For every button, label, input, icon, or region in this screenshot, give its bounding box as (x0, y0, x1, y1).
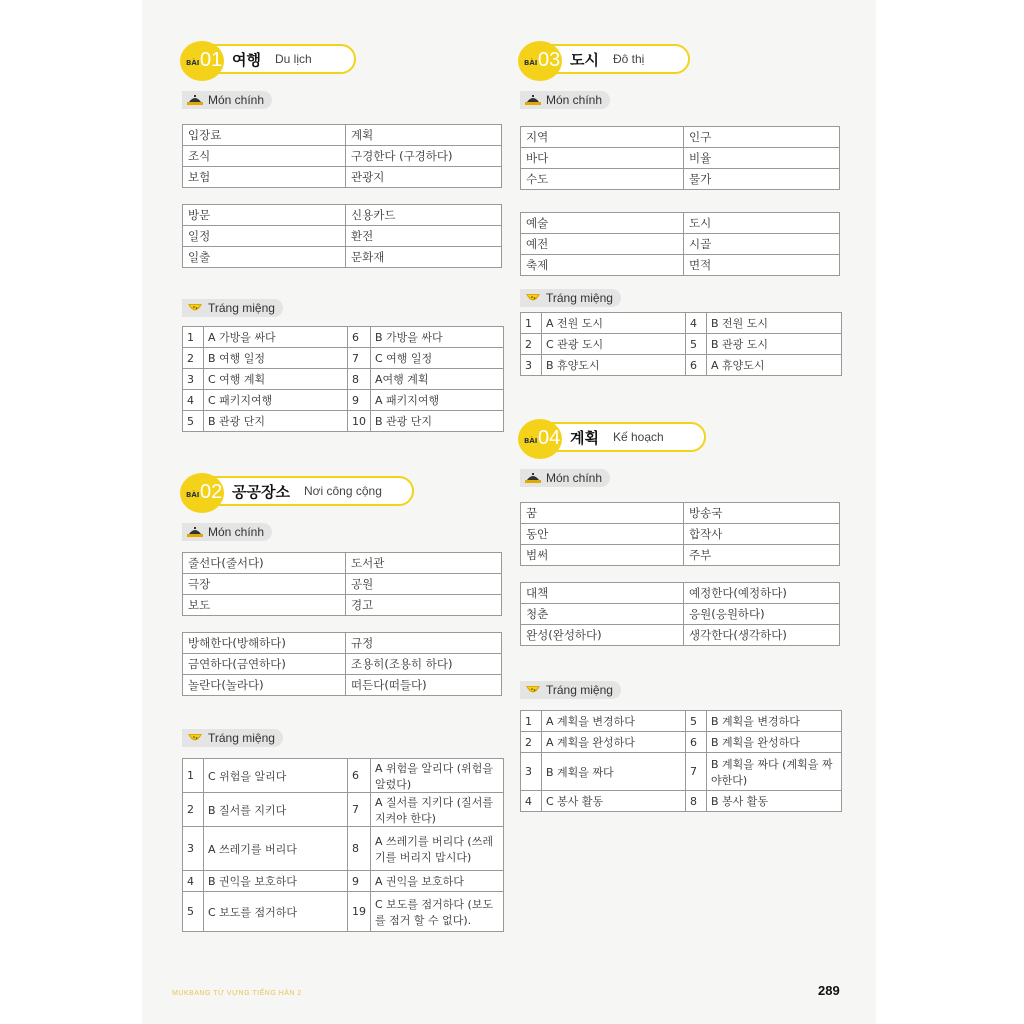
dessert-section-label (182, 298, 512, 318)
table-row: 지역 인구 (521, 127, 840, 148)
section-label-text: Món chính (546, 471, 603, 485)
vocab-table-1 (520, 126, 840, 190)
lesson-number: 04 (538, 427, 561, 449)
table-row: 1 A 가방을 싸다 6 B 가방을 싸다 (183, 327, 504, 348)
vocab-table-1 (182, 124, 502, 188)
table-row: 5 B 관광 단지 10 B 관광 단지 (183, 411, 504, 432)
dessert-section-label (520, 680, 850, 700)
lesson-01 (182, 44, 512, 432)
lesson-04-pill (520, 422, 706, 452)
lesson-04 (520, 422, 850, 812)
main-dish-section-label (520, 90, 850, 110)
section-label-text: Tráng miệng (208, 731, 275, 745)
lesson-02-pill (182, 476, 414, 506)
table-row: 3 B 휴양도시 6 A 휴양도시 (521, 355, 842, 376)
table-row: 2 A 계획을 완성하다 6 B 계획을 완성하다 (521, 732, 842, 753)
lesson-02-header (182, 476, 512, 512)
lesson-title-vietnamese: Nơi công cộng (303, 484, 382, 498)
vocab-table-2 (182, 204, 502, 268)
lesson-04-header (520, 422, 850, 458)
table-row: 2 B 질서를 지키다 7 A 질서를 지키다 (질서를 지켜야 한다) (183, 793, 504, 827)
table-row: 보험 관광지 (183, 167, 502, 188)
serving-dish-icon (524, 93, 542, 107)
table-row: 청춘 응원(응원하다) (521, 604, 840, 625)
lesson-bai-label: BÀI (186, 491, 200, 499)
lesson-title-korean: 도시 (570, 50, 599, 69)
answer-table (520, 312, 842, 376)
section-label-text: Tráng miệng (208, 301, 275, 315)
section-label-text: Tráng miệng (546, 291, 613, 305)
lesson-title-vietnamese: Du lịch (274, 52, 312, 66)
watermelon-slice-icon (186, 731, 204, 745)
main-dish-section-label (182, 522, 512, 542)
vocab-table-1 (520, 502, 840, 566)
table-row: 놀란다(놀라다) 떠든다(떠들다) (183, 675, 502, 696)
vocab-table-1 (182, 552, 502, 616)
table-row: 극장 공원 (183, 574, 502, 595)
watermelon-slice-icon (186, 301, 204, 315)
vocab-table-2 (182, 632, 502, 696)
table-row: 완성(완성하다) 생각한다(생각하다) (521, 625, 840, 646)
page-number: 289 (818, 983, 840, 998)
section-label-text: Tráng miệng (546, 683, 613, 697)
lesson-03 (520, 44, 850, 376)
table-row: 꿈 방송국 (521, 503, 840, 524)
answer-table (182, 326, 504, 432)
table-row: 일출 문화재 (183, 247, 502, 268)
table-row: 3 B 계획을 짜다 7 B 계획을 짜다 (계획을 짜야한다) (521, 753, 842, 791)
table-row: 금연하다(금연하다) 조용히(조용히 하다) (183, 654, 502, 675)
table-row: 2 C 관광 도시 5 B 관광 도시 (521, 334, 842, 355)
section-label-text: Món chính (208, 525, 265, 539)
lesson-01-pill (182, 44, 356, 74)
right-column (520, 44, 850, 812)
table-row: 예전 시골 (521, 234, 840, 255)
table-row: 3 C 여행 계획 8 A여행 계획 (183, 369, 504, 390)
dessert-section-label (182, 728, 512, 748)
table-row: 축제 면적 (521, 255, 840, 276)
lesson-title-vietnamese: Kế hoạch (612, 430, 664, 444)
main-dish-section-label (182, 90, 512, 110)
answer-table (520, 710, 842, 812)
table-row: 방해한다(방해하다) 규정 (183, 633, 502, 654)
lesson-title-korean: 공공장소 (232, 482, 290, 501)
table-row: 예술 도시 (521, 213, 840, 234)
table-row: 1 A 전원 도시 4 B 전원 도시 (521, 313, 842, 334)
table-row: 입장료 계획 (183, 125, 502, 146)
table-row: 5 C 보도를 점거하다 19 C 보도를 점거하다 (보도를 점거 할 수 없다). (183, 892, 504, 932)
table-row: 범써 주부 (521, 545, 840, 566)
table-row: 2 B 여행 일정 7 C 여행 일정 (183, 348, 504, 369)
lesson-title-korean: 계획 (570, 428, 599, 447)
table-row: 줄선다(줄서다) 도서관 (183, 553, 502, 574)
lesson-title-vietnamese: Đô thị (612, 52, 645, 66)
book-title-footer: MUKBANG TỪ VỰNG TIẾNG HÀN 2 (172, 990, 302, 997)
vocab-table-2 (520, 582, 840, 646)
table-row: 4 C 패키지여행 9 A 패키지여행 (183, 390, 504, 411)
table-row: 1 C 위험을 알리다 6 A 위험을 알리다 (위험을 알렸다) (183, 759, 504, 793)
serving-dish-icon (186, 93, 204, 107)
table-row: 4 B 권익을 보호하다 9 A 권익을 보호하다 (183, 871, 504, 892)
watermelon-slice-icon (524, 291, 542, 305)
table-row: 방문 신용카드 (183, 205, 502, 226)
main-dish-section-label (520, 468, 850, 488)
vocab-table-2 (520, 212, 840, 276)
table-row: 3 A 쓰레기를 버리다 8 A 쓰레기를 버리다 (쓰레기를 버리지 맙시다) (183, 827, 504, 871)
table-row: 일정 환전 (183, 226, 502, 247)
left-column (182, 44, 512, 932)
table-row: 1 A 계획을 변경하다 5 B 계획을 변경하다 (521, 711, 842, 732)
lesson-number: 03 (538, 49, 561, 71)
section-label-text: Món chính (208, 93, 265, 107)
lesson-bai-label: BÀI (524, 59, 538, 67)
table-row: 바다 비율 (521, 148, 840, 169)
table-row: 4 C 봉사 활동 8 B 봉사 활동 (521, 791, 842, 812)
lesson-bai-label: BÀI (524, 437, 538, 445)
lesson-01-header (182, 44, 512, 80)
lesson-bai-label: BÀI (186, 59, 200, 67)
lesson-number: 01 (200, 49, 223, 71)
answer-table (182, 758, 504, 932)
watermelon-slice-icon (524, 683, 542, 697)
section-label-text: Món chính (546, 93, 603, 107)
table-row: 수도 물가 (521, 169, 840, 190)
table-row: 조식 구경한다 (구경하다) (183, 146, 502, 167)
lesson-title-korean: 여행 (232, 50, 261, 69)
serving-dish-icon (186, 525, 204, 539)
book-page (142, 0, 876, 1024)
lesson-03-pill (520, 44, 690, 74)
lesson-number: 02 (200, 481, 223, 503)
lesson-03-header (520, 44, 850, 80)
table-row: 동안 합작사 (521, 524, 840, 545)
table-row: 대책 예정한다(예정하다) (521, 583, 840, 604)
table-row: 보도 경고 (183, 595, 502, 616)
serving-dish-icon (524, 471, 542, 485)
lesson-02 (182, 476, 512, 932)
dessert-section-label (520, 288, 850, 308)
